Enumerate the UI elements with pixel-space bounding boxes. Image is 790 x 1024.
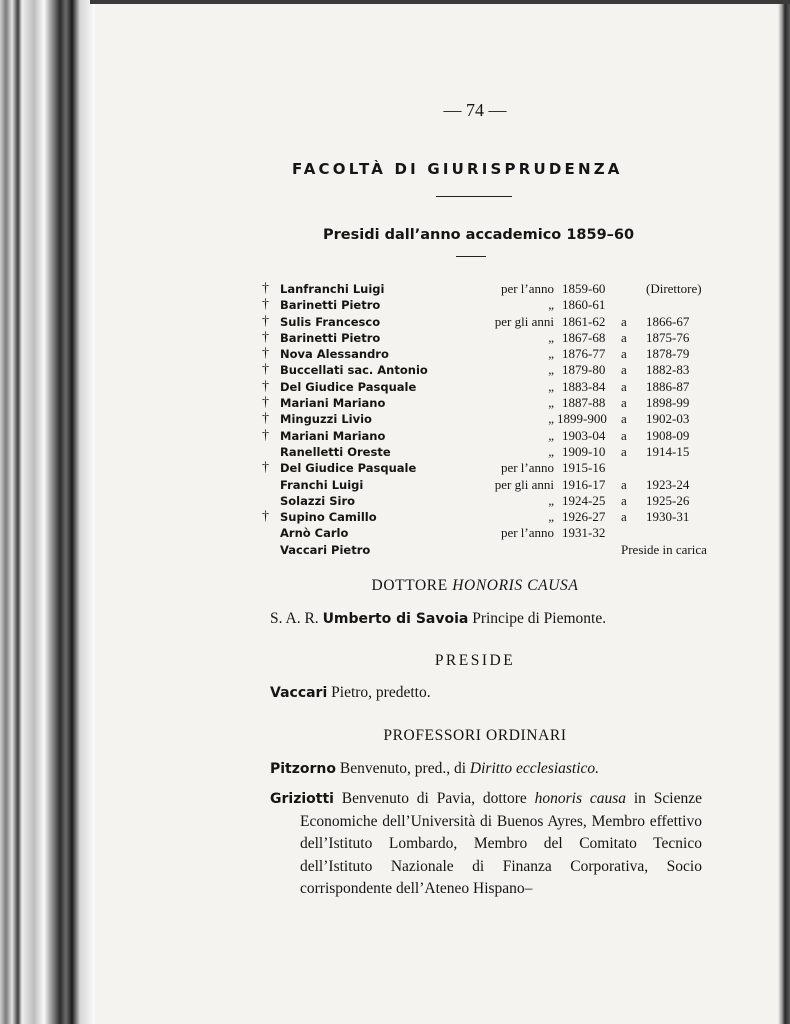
- griziotti-paragraph: [270, 788, 702, 901]
- dean-period-prefix: „: [548, 443, 554, 459]
- book-binding-edge: [0, 0, 95, 1024]
- dean-year-to: 1886-87: [646, 378, 690, 394]
- dean-name: Del Giudice Pasquale: [280, 379, 417, 394]
- dean-year-separator: a: [621, 378, 627, 394]
- dean-year-from: 1931-32: [562, 525, 606, 541]
- dean-row: [262, 411, 692, 427]
- dean-cross-mark: †: [262, 297, 269, 313]
- dean-name: Barinetti Pietro: [280, 298, 381, 313]
- page-number: — 74 —: [443, 100, 507, 120]
- dean-cross-mark: †: [262, 362, 269, 378]
- dean-period-prefix: per gli anni: [494, 313, 554, 329]
- dean-name: Mariani Mariano: [280, 396, 386, 411]
- page-top-edge: [90, 0, 790, 4]
- dean-cross-mark: †: [262, 411, 269, 427]
- dean-row: [262, 509, 692, 525]
- dean-cross-mark: †: [262, 329, 269, 345]
- dean-year-separator: a: [621, 329, 627, 345]
- dean-period-prefix: „: [548, 362, 554, 378]
- dean-year-separator: a: [621, 346, 627, 362]
- divider-rule: [436, 196, 512, 197]
- dean-period-prefix: „: [548, 395, 554, 411]
- honoris-name: Umberto di Savoia: [322, 611, 469, 627]
- dean-year-separator: a: [621, 313, 627, 329]
- dean-year-to: 1878-79: [646, 346, 690, 362]
- dean-period-prefix: „: [548, 509, 554, 525]
- dean-year-to: 1902-03: [646, 411, 690, 427]
- dean-name: Sulis Francesco: [280, 314, 381, 329]
- dean-row: [262, 281, 702, 297]
- dean-name: Vaccari Pietro: [280, 542, 371, 557]
- dean-name: Arnò Carlo: [280, 526, 349, 541]
- dean-year-separator: a: [621, 509, 627, 525]
- honoris-recipient: [270, 610, 606, 628]
- dean-year-separator: a: [621, 362, 627, 378]
- dean-year-from: 1916-17: [562, 476, 606, 492]
- dean-year-from: 1879-80: [562, 362, 606, 378]
- dean-row: [262, 428, 692, 444]
- divider-rule: [456, 256, 486, 257]
- dean-period-prefix: „: [548, 411, 554, 427]
- dean-year-separator: a: [621, 476, 627, 492]
- dean-year-to: Preside in carica: [621, 541, 707, 557]
- dean-period-prefix: „: [548, 492, 554, 508]
- dean-year-from: 1899-900: [557, 411, 607, 427]
- dean-row: [262, 362, 692, 378]
- dean-row: [262, 395, 692, 411]
- dean-cross-mark: †: [262, 346, 269, 362]
- dean-year-from: 1867-68: [562, 329, 606, 345]
- dean-row: [262, 477, 692, 493]
- dean-row: [262, 444, 692, 460]
- pitzorno-rest: Benvenuto, pred., di: [336, 760, 470, 777]
- dean-year-separator: a: [621, 411, 627, 427]
- griziotti-text-1: Benvenuto di Pavia, dottore: [333, 790, 535, 807]
- dean-year-separator: a: [621, 492, 627, 508]
- dean-name: Del Giudice Pasquale: [280, 461, 417, 476]
- griziotti-entry: [270, 788, 702, 901]
- dean-name: Supino Camillo: [280, 510, 377, 525]
- dean-year-from: 1883-84: [562, 378, 606, 394]
- dean-cross-mark: †: [262, 313, 269, 329]
- dean-year-separator: a: [621, 427, 627, 443]
- dean-name: Barinetti Pietro: [280, 330, 381, 345]
- dean-name: Minguzzi Livio: [280, 412, 372, 427]
- dean-year-from: 1861-62: [562, 313, 606, 329]
- dean-year-from: 1887-88: [562, 395, 606, 411]
- pitzorno-name: Pitzorno: [270, 761, 337, 777]
- dean-period-prefix: „: [548, 297, 554, 313]
- pitzorno-entry: [270, 760, 599, 778]
- dean-cross-mark: †: [262, 281, 269, 296]
- dean-year-from: 1903-04: [562, 427, 606, 443]
- dean-year-to: 1882-83: [646, 362, 690, 378]
- dean-year-from: 1859-60: [562, 281, 606, 296]
- dean-period-prefix: „: [548, 378, 554, 394]
- dean-period-prefix: per l’anno: [500, 460, 554, 476]
- dean-year-from: 1924-25: [562, 492, 606, 508]
- page-right-edge: [778, 0, 790, 1024]
- preside-heading: PRESIDE: [434, 652, 516, 669]
- dean-year-to: (Direttore): [646, 281, 702, 296]
- dean-name: Ranelletti Oreste: [280, 444, 391, 459]
- dean-period-prefix: „: [548, 346, 554, 362]
- dean-row: [262, 493, 692, 509]
- dean-cross-mark: †: [262, 395, 269, 411]
- dean-year-from: 1876-77: [562, 346, 606, 362]
- dean-row: [262, 330, 692, 346]
- dean-cross-mark: †: [262, 460, 269, 476]
- griziotti-name: Griziotti: [270, 791, 334, 807]
- dean-row: [262, 379, 692, 395]
- griziotti-italic: honoris causa: [534, 790, 627, 807]
- dean-period-prefix: per l’anno: [500, 525, 554, 541]
- honoris-prefix: DOTTORE: [371, 577, 453, 594]
- dean-year-from: 1915-16: [562, 460, 606, 476]
- preside-name: Vaccari: [270, 685, 328, 701]
- dean-cross-mark: †: [262, 427, 269, 443]
- dean-name: Franchi Luigi: [280, 477, 364, 492]
- griziotti-text-2: in Scienze Economiche dell’Università di Buenos Ayres, Membro effettivo dell’Istituto Lombardo, Membro del Comitato Tecnico dell’Istituto Nazionale di Finanza Corporativa, Socio corrispondente dell’Ateneo Hispano–: [300, 790, 702, 897]
- dean-year-to: 1898-99: [646, 395, 690, 411]
- dean-year-from: 1860-61: [562, 297, 606, 313]
- dean-period-prefix: per gli anni: [494, 476, 554, 492]
- dean-row: [262, 525, 692, 541]
- honoris-title: S. A. R.: [270, 610, 323, 627]
- dean-year-to: 1923-24: [646, 476, 690, 492]
- dean-name: Solazzi Siro: [280, 493, 356, 508]
- dean-year-separator: a: [621, 395, 627, 411]
- dean-period-prefix: „: [548, 329, 554, 345]
- presidi-heading: Presidi dall’anno accademico 1859–60: [323, 227, 635, 243]
- dean-year-from: 1909-10: [562, 443, 606, 459]
- dean-name: Mariani Mariano: [280, 428, 386, 443]
- honoris-italic: HONORIS CAUSA: [452, 577, 579, 594]
- dean-year-from: 1926-27: [562, 509, 606, 525]
- dean-year-to: 1914-15: [646, 443, 690, 459]
- dean-row: [262, 346, 692, 362]
- pitzorno-subject: Diritto ecclesiastico.: [469, 760, 600, 777]
- dean-year-to: 1925-26: [646, 492, 690, 508]
- dean-year-to: 1875-76: [646, 329, 690, 345]
- dean-year-to: 1908-09: [646, 427, 690, 443]
- dean-row: [262, 314, 692, 330]
- dean-period-prefix: „: [548, 427, 554, 443]
- preside-rest: Pietro, predetto.: [327, 684, 431, 701]
- dean-name: Buccellati sac. Antonio: [280, 363, 428, 378]
- dean-row: [262, 460, 692, 476]
- dean-row: [262, 541, 707, 558]
- dean-cross-mark: †: [262, 378, 269, 394]
- dean-year-separator: a: [621, 443, 627, 459]
- deans-list: [262, 281, 707, 558]
- dean-year-to: 1866-67: [646, 313, 690, 329]
- dean-cross-mark: †: [262, 509, 269, 525]
- honoris-heading: [0, 577, 790, 595]
- preside-line: [270, 684, 431, 702]
- dean-year-to: 1930-31: [646, 509, 690, 525]
- dean-name: Nova Alessandro: [280, 347, 389, 362]
- faculty-title: FACOLTÀ DI GIURISPRUDENZA: [292, 160, 623, 178]
- dean-name: Lanfranchi Luigi: [280, 282, 385, 296]
- honoris-rest: Principe di Piemonte.: [468, 610, 607, 627]
- dean-row: [262, 297, 692, 313]
- dean-period-prefix: per l’anno: [500, 281, 554, 296]
- ordinari-heading: PROFESSORI ORDINARI: [383, 727, 567, 744]
